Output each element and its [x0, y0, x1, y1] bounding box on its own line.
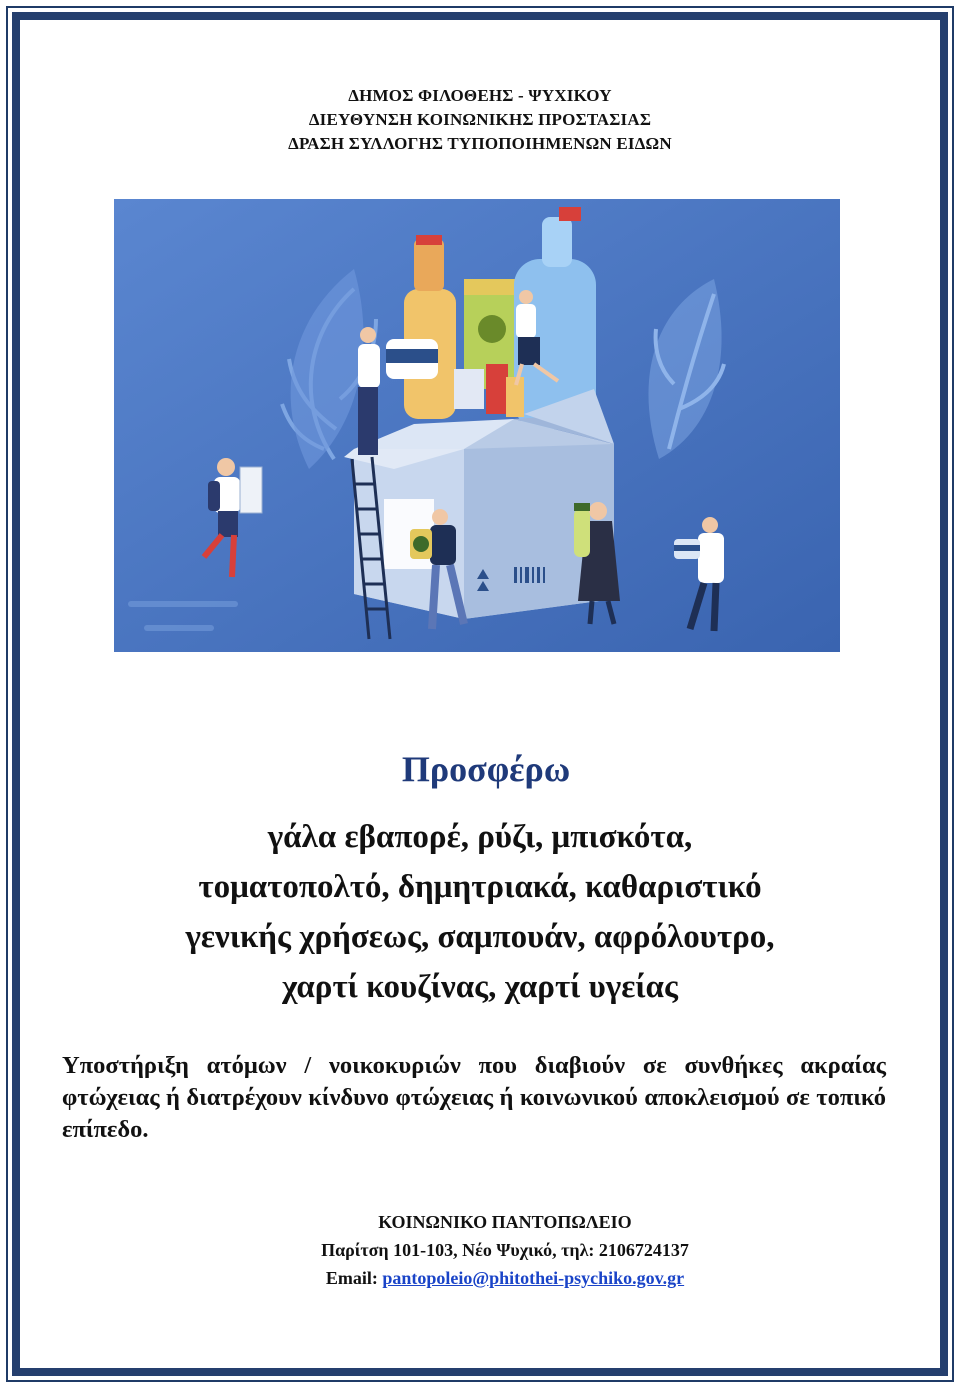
person-on-ladder [358, 327, 380, 455]
items-line: τοματοπολτό, δημητριακά, καθαριστικό [198, 869, 762, 905]
items-line: γάλα εβαπορέ, ρύζι, μπισκότα, [267, 819, 693, 855]
items-line: γενικής χρήσεως, σαμπουάν, αφρόλουτρο, [185, 919, 775, 955]
action-name: ΔΡΑΣΗ ΣΥΛΛΟΓΗΣ ΤΥΠΟΠΟΙΗΜΕΝΩΝ ΕΙΔΩΝ [288, 134, 672, 153]
email-link[interactable]: pantopoleio@phitothei-psychiko.gov.gr [382, 1268, 685, 1288]
store-name: ΚΟΙΝΩΝΙΚΟ ΠΑΝΤΟΠΩΛΕΙΟ [378, 1212, 632, 1232]
email-label: Email: [325, 1268, 378, 1288]
email-line [0, 1264, 960, 1292]
support-description: Υποστήριξη ατόμων / νοικοκυριών που διαβιούν σε συνθήκες ακραίας φτώχειας ή διατρέχουν κίνδυνο φτώχειας ή κοινωνικού αποκλεισμού σε τοπικό επίπεδο. [62, 1052, 886, 1143]
department-name: ΔΙΕΥΘΥΝΣΗ ΚΟΙΝΩΝΙΚΗΣ ΠΡΟΣΤΑΣΙΑΣ [308, 110, 652, 129]
offered-items [0, 812, 960, 1012]
donation-box-illustration [114, 199, 840, 652]
store-address: Παρίτση 101-103, Νέο Ψυχικό, τηλ: 2106724137 [321, 1240, 689, 1260]
header [0, 84, 960, 156]
offer-title: Προσφέρω [401, 749, 571, 789]
items-line: χαρτί κουζίνας, χαρτί υγείας [282, 969, 678, 1005]
contact-info [0, 1208, 960, 1292]
municipality-name: ΔΗΜΟΣ ΦΙΛΟΘΕΗΣ - ΨΥΧΙΚΟΥ [348, 86, 612, 105]
